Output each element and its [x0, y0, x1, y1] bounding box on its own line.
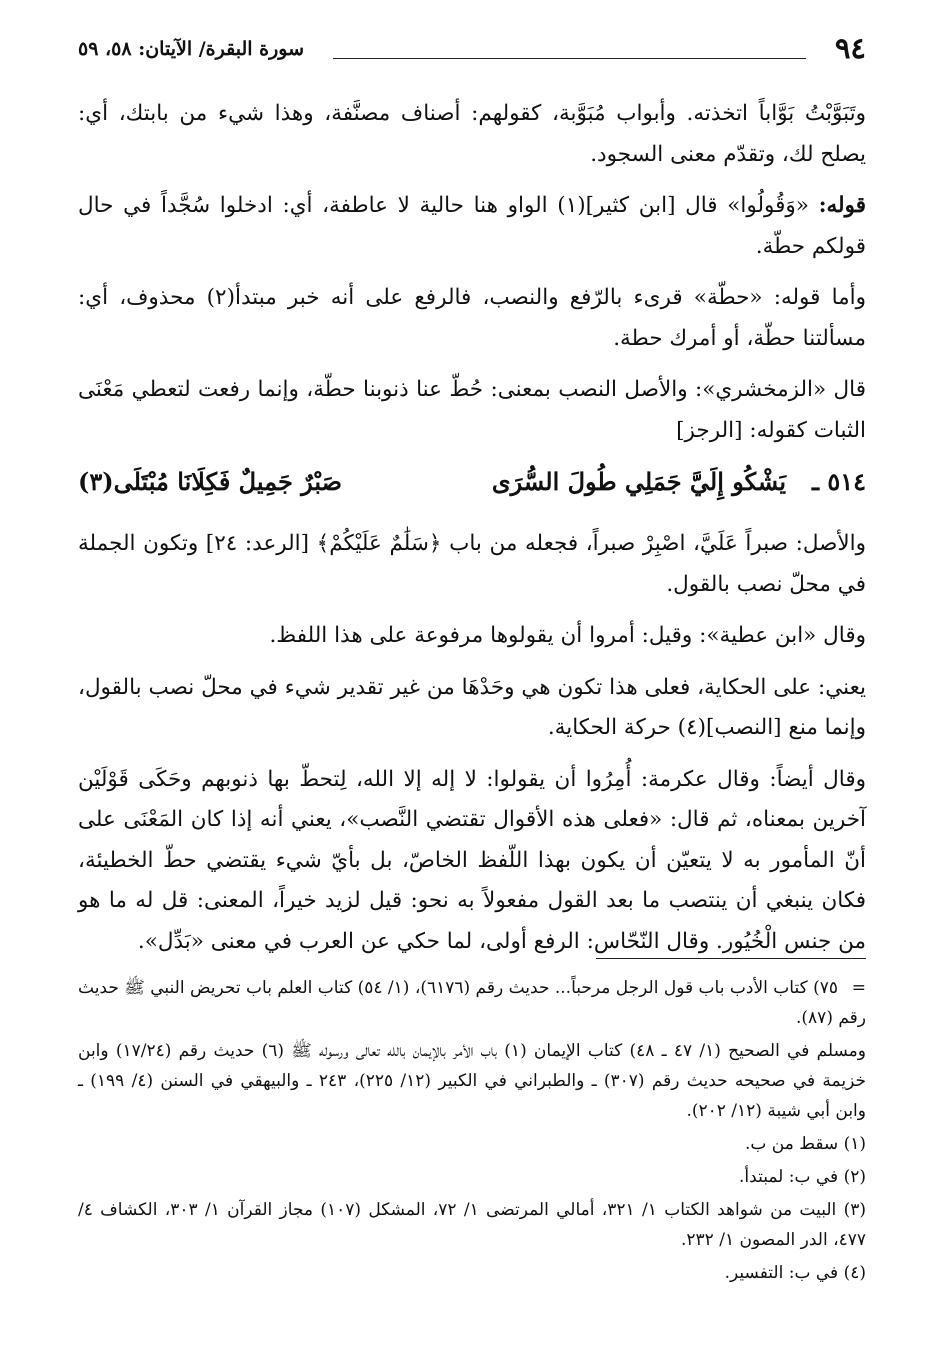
footnote	[78, 1129, 866, 1159]
paragraph-text: وقال «ابن عطية»: وقيل: أمروا أن يقولوها مرفوعة على هذا اللفظ.	[269, 623, 866, 648]
paragraph	[78, 524, 866, 605]
running-title: سورة البقرة/ الآيتان: ٥٨، ٥٩	[78, 38, 304, 60]
paragraph	[78, 94, 866, 175]
running-header	[78, 30, 866, 66]
paragraph	[78, 616, 866, 657]
paragraph-text: يعني: على الحكاية، فعلى هذا تكون هي وحَدْهَا من غير تقدير شيء في محلّ نصب بالقول، وإنما منع [النصب](٤) حركة الحكاية.	[78, 674, 866, 740]
footnote	[78, 973, 866, 1033]
paragraph-text: وقال أيضاً: وقال عكرمة: أُمِرُوا أن يقولوا: لا إله إلا الله، لِتحطّ بها ذنوبهم وحَكَى قَوْلَيْن آخرين بمعناه، ثم قال: «فعلى هذه الأقوال تقتضي النَّصب»، يعني أنه إذا كان المَعْنَى على أنّ المأمور به لا يتعيّن أن يكون بهذا اللّفظ الخاصّ، بل بأيّ شيء يقتضي حطّ الخطيئة، فكان ينبغي أن ينتصب ما بعد القول مفعولاً به نحو: قيل لزيد خيراً، المعنى: قل له ما هو من جنس الْخُيُور. وقال النّحّاس: الرفع أولى، لما حكي عن العرب في معنى «بَدِّل».	[78, 766, 866, 954]
continuation-marker: =	[851, 978, 866, 998]
footnote-separator	[596, 958, 866, 959]
footnote-text: ومسلم في الصحيح (١/ ٤٧ ـ ٤٨) كتاب الإيمان (١) باب الأمر بالإيمان بالله تعالى ورسوله ﷺ (٦) حديث رقم (١٧/٢٤) وابن خزيمة في صحيحه حديث رقم (٣٠٧) ـ والطبراني في الكبير (١٢/ ٢٢٥)، ٢٤٣ ـ والبيهقي في السنن (٤/ ١٩٩) ـ وابن أبي شيبة (١٢/ ٢٠٢).	[78, 1041, 866, 1121]
footnote-text: (٢) في ب: لمبتدأ.	[739, 1167, 866, 1187]
footnote	[78, 1162, 866, 1192]
paragraph	[78, 186, 866, 267]
verse-number: ٥١٤ ـ	[811, 467, 866, 496]
footnote-text: (١) سقط من ب.	[744, 1134, 866, 1154]
paragraph-text: وتَبَوَّبْتُ بَوَّاباً اتخذته. وأبواب مُبَوَّبة، كقولهم: أصناف مصنَّفة، وهذا شيء من بابتك، أي: يصلح لك، وتقدّم معنى السجود.	[78, 101, 866, 167]
footnote-text: (٤) في ب: التفسير.	[724, 1263, 866, 1283]
page-number: ٩٤	[834, 31, 866, 65]
paragraph-text: قال «الزمخشري»: والأصل النصب بمعنى: حُطّ عنا ذنوبنا حطّة، وإنما رفعت لتعطي مَعْنَى الثبات كقوله: [الرجز]	[78, 377, 866, 443]
footnote	[78, 1258, 866, 1288]
poetry-verse	[78, 462, 866, 516]
main-text	[78, 94, 866, 973]
footnotes	[78, 958, 866, 1291]
paragraph	[78, 278, 866, 359]
footnote	[78, 1195, 866, 1255]
paragraph	[78, 668, 866, 749]
paragraph	[78, 370, 866, 451]
paragraph-text: وأما قوله: «حطّة» قرىء بالرّفع والنصب، فالرفع على أنه خبر مبتدأ(٢) محذوف، أي: مسألتنا حطّة، أو أمرك حطة.	[78, 285, 866, 351]
paragraph-text: والأصل: صبراً عَلَيَّ، اصْبِرْ صبراً، فجعله من باب ﴿سَلَٰمٌ عَلَيْكُمْ﴾ [الرعد: ٢٤] وتكون الجملة في محلّ نصب بالقول.	[78, 531, 866, 597]
verse-second-hemistich: صَبْرٌ جَمِيلٌ فَكِلَانَا مُبْتَلَى(٣)	[78, 467, 342, 496]
verse-first-hemistich: يَشْكُو إِلَيَّ جَمَلِي طُولَ السُّرَى	[491, 467, 786, 496]
footnote-text: (٣) البيت من شواهد الكتاب ١/ ٣٢١، أمالي المرتضى ١/ ٧٢، المشكل (١٠٧) مجاز القرآن ١/ ٣٠٣، الكشاف ٤/ ٤٧٧، الدر المصون ١/ ٢٣٢.	[78, 1200, 867, 1250]
paragraph-text: «وَقُولُوا» قال [ابن كثير](١) الواو هنا حالية لا عاطفة، أي: ادخلوا سُجَّداً في حال قولكم حطّة.	[78, 193, 866, 259]
footnote-text: ٧٥) كتاب الأدب باب قول الرجل مرحباً... حديث رقم (٦١٧٦)، (١/ ٥٤) كتاب العلم باب تحريض النبي ﷺ حديث رقم (٨٧).	[78, 978, 866, 1028]
paragraph	[78, 760, 866, 963]
header-rule	[333, 58, 806, 59]
paragraph-lead: قوله:	[818, 193, 866, 218]
footnote	[78, 1036, 866, 1126]
